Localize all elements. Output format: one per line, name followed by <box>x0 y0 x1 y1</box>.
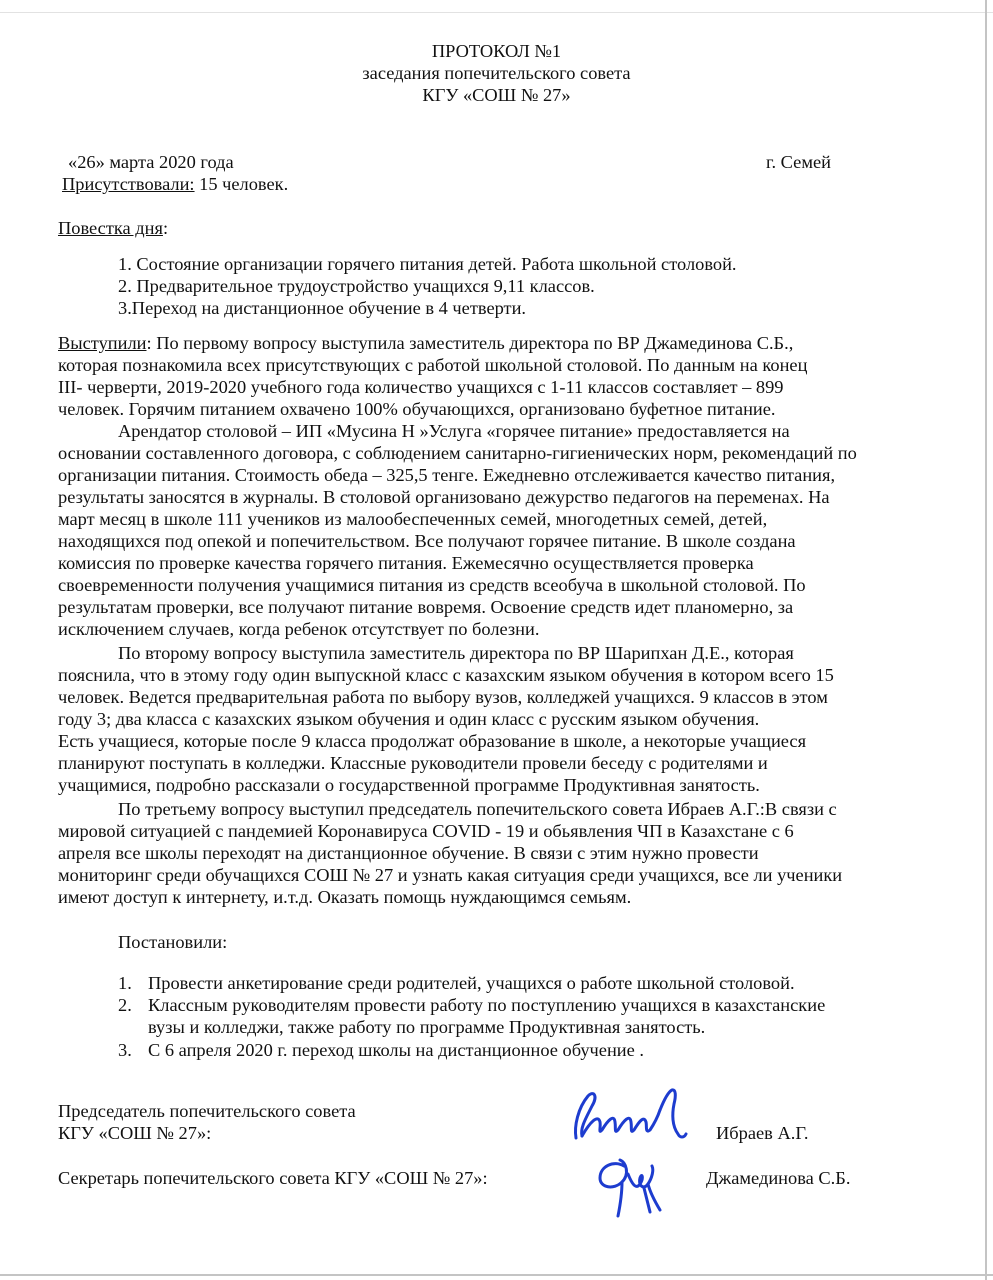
chair-signature <box>568 1086 693 1156</box>
speech-line: результаты заносятся в журналы. В столовой организовано дежурство педагогов на переменах. На <box>58 487 830 507</box>
resolution-item-3: С 6 апреля 2020 г. переход школы на дистанционное обучение . <box>148 1040 645 1060</box>
document-subtitle: заседания попечительского совета <box>362 63 631 83</box>
agenda-heading-text: Повестка дня <box>58 218 163 238</box>
resolution-item-number: 3. <box>118 1040 132 1060</box>
speech-line: основании составленного договора, с соблюдением санитарно-гигиенических норм, рекомендаций по <box>58 443 857 463</box>
document-title: ПРОТОКОЛ №1 <box>431 41 562 61</box>
speech-line: своевременности получения учащимися питания из средств всеобуча в школьной столовой. По <box>58 575 806 595</box>
secretary-signature <box>590 1150 670 1225</box>
resolution-item-2: Классным руководителям провести работу по поступлению учащихся в казахстанские <box>148 995 826 1015</box>
speech-line-text: : По первому вопросу выступила заместитель директора по ВР Джамединова С.Б., <box>146 333 794 353</box>
speech-line: По второму вопросу выступила заместитель директора по ВР Шарипхан Д.Е., которая <box>118 643 794 663</box>
speech-line: человек. Ведется предварительная работа по выбору вузов, колледжей учащихся. 9 классов в этом <box>58 687 828 707</box>
agenda-item-1: 1. Состояние организации горячего питания детей. Работа школьной столовой. <box>118 254 737 274</box>
attendance <box>62 173 288 195</box>
agenda-item-2: 2. Предварительное трудоустройство учащихся 9,11 классов. <box>118 276 595 296</box>
speech-line: имеют доступ к интернету, и.т.д. Оказать помощь нуждающимся семьям. <box>58 887 632 907</box>
secretary-title: Секретарь попечительского совета КГУ «СОШ № 27»: <box>58 1168 488 1188</box>
page-top-edge <box>0 12 993 13</box>
speech-line: пояснила, что в этому году один выпускной класс с казахским языком обучения в котором всего 15 <box>58 665 834 685</box>
speech-line-1 <box>58 332 793 354</box>
resolution-item-number: 2. <box>118 995 132 1015</box>
resolution-item-2-cont: вузы и колледжи, также работу по программе Продуктивная занятость. <box>148 1017 706 1037</box>
agenda-item-3: 3.Переход на дистанционное обучение в 4 четверти. <box>118 298 527 318</box>
resolution-heading: Постановили: <box>118 932 228 952</box>
speech-line: По третьему вопросу выступил председатель попечительского совета Ибраев А.Г.:В связи с <box>118 799 837 819</box>
meeting-date: «26» марта 2020 года <box>68 152 234 172</box>
speeches-label: Выступили <box>58 333 147 353</box>
resolution-item-1: Провести анкетирование среди родителей, учащихся о работе школьной столовой. <box>148 973 795 993</box>
organization-name: КГУ «СОШ № 27» <box>422 85 571 105</box>
speech-line: году 3; два класса с казахских языком обучения и один класс с русским языком обучения. <box>58 709 760 729</box>
page-bottom-edge <box>0 1274 993 1276</box>
speech-line: результатам проверки, все получают питание вовремя. Освоение средств идет планомерно, за <box>58 597 794 617</box>
agenda-heading <box>58 217 168 239</box>
speech-line: Арендатор столовой – ИП «Мусина Н »Услуга «горячее питание» предоставляется на <box>118 421 790 441</box>
speech-line: учащимися, подробно рассказали о государственной программе Продуктивная занятость. <box>58 775 760 795</box>
speech-line: март месяц в школе 111 учеников из малообеспеченных семей, многодетных семей, детей, <box>58 509 768 529</box>
secretary-name: Джамединова С.Б. <box>706 1168 851 1188</box>
speech-line: III- черверти, 2019-2020 учебного года количество учащихся с 1-11 классов составляет – 899 <box>58 377 784 397</box>
speech-line: мировой ситуацией с пандемией Коронавируса COVID - 19 и обьявления ЧП в Казахстане с 6 <box>58 821 794 841</box>
speech-line: мониторинг среди обучащихся СОШ № 27 и узнать какая ситуация среди учащихся, все ли ученики <box>58 865 843 885</box>
agenda-heading-suffix: : <box>162 218 169 238</box>
speech-line: организации питания. Стоимость обеда – 325,5 тенге. Ежедневно отслеживается качество питания, <box>58 465 836 485</box>
chair-title: Председатель попечительского совета <box>58 1101 356 1121</box>
speech-line: Есть учащиеся, которые после 9 класса продолжат образование в школе, а некоторые учащиеся <box>58 731 807 751</box>
attendance-label: Присутствовали: <box>62 174 195 194</box>
speech-line: планируют поступать в колледжи. Классные руководители провели беседу с родителями и <box>58 753 768 773</box>
meeting-city: г. Семей <box>766 152 831 172</box>
page-right-edge <box>985 0 987 1280</box>
speech-line: исключением случаев, когда ребенок отсутствует по болезни. <box>58 619 540 639</box>
resolution-item-number: 1. <box>118 973 132 993</box>
speech-line: человек. Горячим питанием охвачено 100% обучающихся, организовано буфетное питание. <box>58 399 776 419</box>
chair-name: Ибраев А.Г. <box>716 1123 809 1143</box>
attendance-value: 15 человек. <box>199 174 289 194</box>
speech-line: комиссия по проверке качества горячего питания. Ежемесячно осуществляется проверка <box>58 553 754 573</box>
speech-line: которая познакомила всех присутствующих с работой школьной столовой. По данным на конец <box>58 355 808 375</box>
speech-line: находящихся под опекой и попечительством. Все получают горячее питание. В школе создана <box>58 531 796 551</box>
chair-org: КГУ «СОШ № 27»: <box>58 1123 212 1143</box>
speech-line: апреля все школы переходят на дистанционное обучение. В связи с этим нужно провести <box>58 843 759 863</box>
